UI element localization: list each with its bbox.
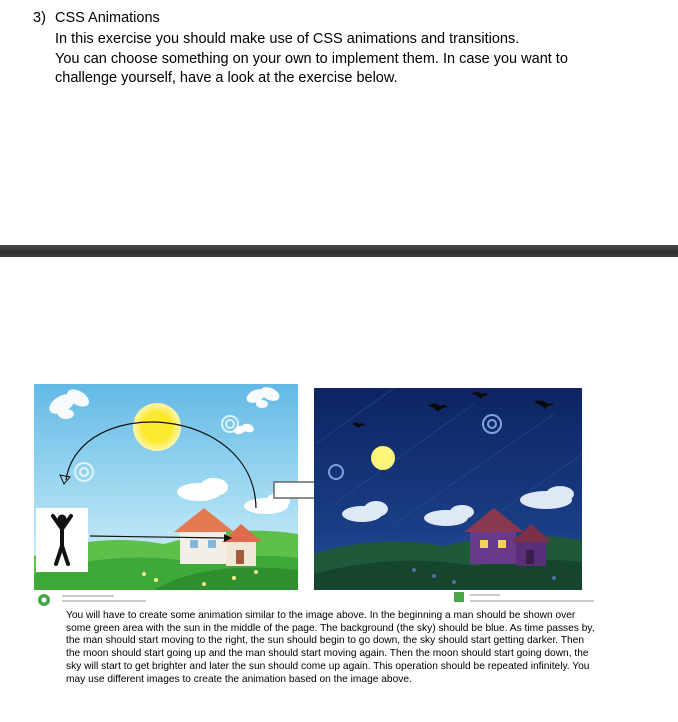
sun bbox=[133, 403, 181, 451]
day-night-scene bbox=[34, 384, 600, 608]
caption-strip bbox=[34, 592, 594, 608]
man-silhouette-icon bbox=[36, 508, 88, 572]
moon bbox=[371, 446, 395, 470]
intro-line: In this exercise you should make use of CSS animations and transitions. bbox=[55, 31, 520, 47]
exercise-description: You will have to create some animation similar to the image above. In the beginning a man should be shown over some green area with the sun in the middle of the page. The background (the sky) should be blue. As time passes by, the man should start moving to the right, the sun should begin to go down, the sky should start getting darker. Then the moon should start going up and the man should start moving again. Then the moon should start going down, the sky will start to get brighter and later the sun should come up again. This operation should be repeated infinitely. You may use different images to create the animation based on the image above. bbox=[66, 610, 595, 685]
exercise-number: 3) bbox=[33, 10, 46, 26]
intro-line: challenge yourself, have a look at the exercise below. bbox=[55, 70, 398, 86]
exercise-heading bbox=[33, 9, 160, 28]
exercise-intro bbox=[55, 30, 615, 89]
intro-line: You can choose something on your own to implement them. In case you want to bbox=[55, 50, 568, 67]
animation-illustration bbox=[34, 384, 600, 608]
exercise-title: CSS Animations bbox=[55, 10, 160, 26]
night-panel bbox=[314, 388, 582, 590]
page-divider bbox=[0, 245, 678, 257]
day-panel bbox=[34, 384, 298, 590]
